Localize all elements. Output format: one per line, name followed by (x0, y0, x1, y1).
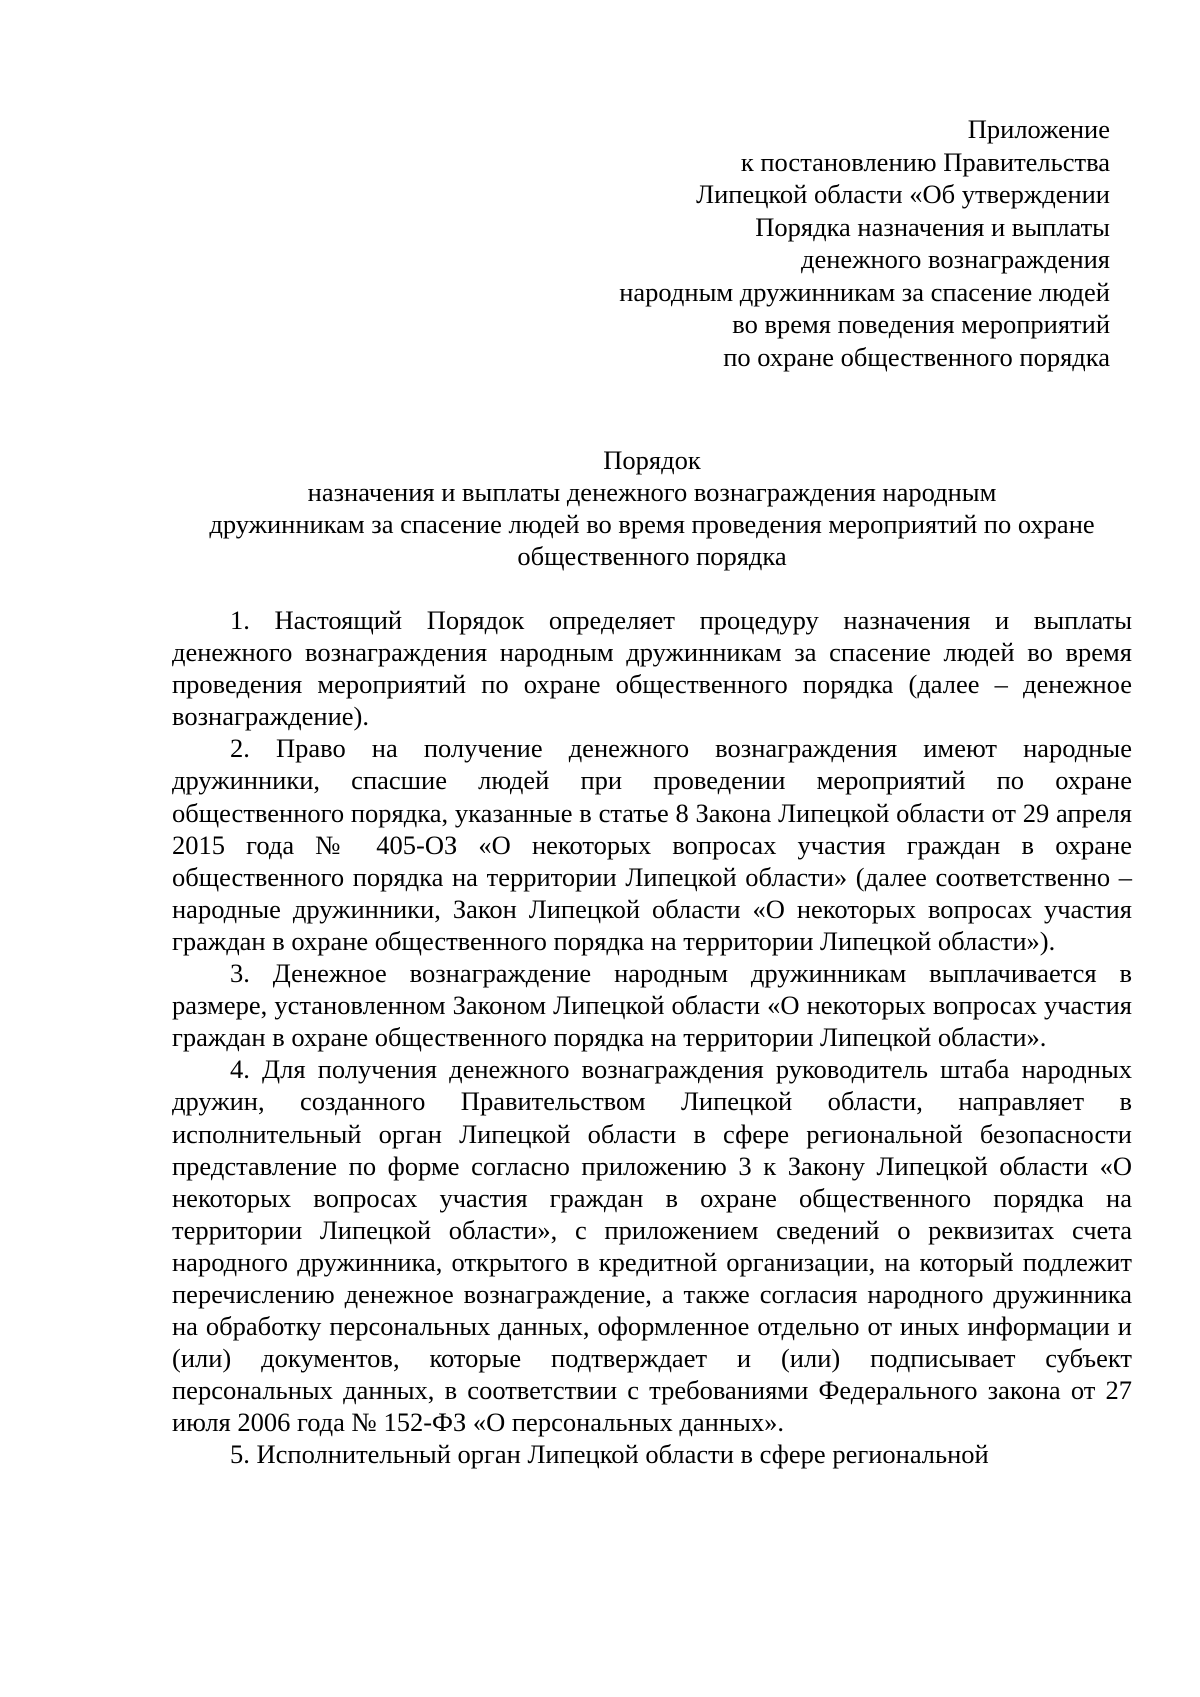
paragraph-2: 2. Право на получение денежного вознаграждения имеют народные дружинники, спасшие людей при проведении мероприятий по охране общественного порядка, указанные в статье 8 Закона Липецкой области от 29 апреля 2015 года № 405-ОЗ «О некоторых вопросах участия граждан в охране общественного порядка на территории Липецкой области» (далее соответственно – народные дружинники, Закон Липецкой области «О некоторых вопросах участия граждан в охране общественного порядка на территории Липецкой области»). (172, 733, 1132, 956)
paragraph-4: 4. Для получения денежного вознаграждения руководитель штаба народных дружин, созданного Правительством Липецкой области, направляет в исполнительный орган Липецкой области в сфере региональной безопасности представление по форме согласно приложению 3 к Закону Липецкой области «О некоторых вопросах участия граждан в охране общественного порядка на территории Липецкой области», с приложением сведений о реквизитах счета народного дружинника, открытого в кредитной организации, на который подлежит перечислению денежное вознаграждение, а также согласия народного дружинника на обработку персональных данных, оформленное отдельно от иных информации и (или) документов, которые подтверждает и (или) подписывает субъект персональных данных, в соответствии с требованиями Федерального закона от 27 июля 2006 года № 152-ФЗ «О персональных данных». (172, 1054, 1132, 1438)
annex-line: к постановлению Правительства (740, 146, 1110, 177)
title-line: дружинникам за спасение людей во время проведения мероприятий по охране (209, 509, 1095, 539)
paragraph-5: 5. Исполнительный орган Липецкой области в сфере региональной (230, 1439, 989, 1470)
annex-header (510, 113, 1110, 373)
document-title (172, 444, 1132, 572)
annex-line: денежного вознаграждения (801, 244, 1110, 274)
paragraph-3: 3. Денежное вознаграждение народным дружинникам выплачивается в размере, установленном Законом Липецкой области «О некоторых вопросах участия граждан в охране общественного порядка на территории Липецкой области». (172, 958, 1132, 1053)
annex-line: во время поведения мероприятий (732, 309, 1110, 339)
annex-line: Приложение (967, 114, 1110, 144)
annex-line: Порядка назначения и выплаты (755, 211, 1110, 242)
paragraph-1: 1. Настоящий Порядок определяет процедуру назначения и выплаты денежного вознаграждения народным дружинникам за спасение людей во время проведения мероприятий по охране общественного порядка (далее – денежное вознаграждение). (172, 605, 1132, 732)
annex-line: народным дружинникам за спасение людей (619, 276, 1110, 307)
annex-line: по охране общественного порядка (723, 341, 1110, 372)
annex-line: Липецкой области «Об утверждении (696, 179, 1110, 209)
title-line: Порядок (603, 445, 701, 475)
title-line: общественного порядка (517, 541, 787, 571)
document-body (172, 604, 1132, 1471)
title-line: назначения и выплаты денежного вознаграждения народным (307, 477, 997, 507)
